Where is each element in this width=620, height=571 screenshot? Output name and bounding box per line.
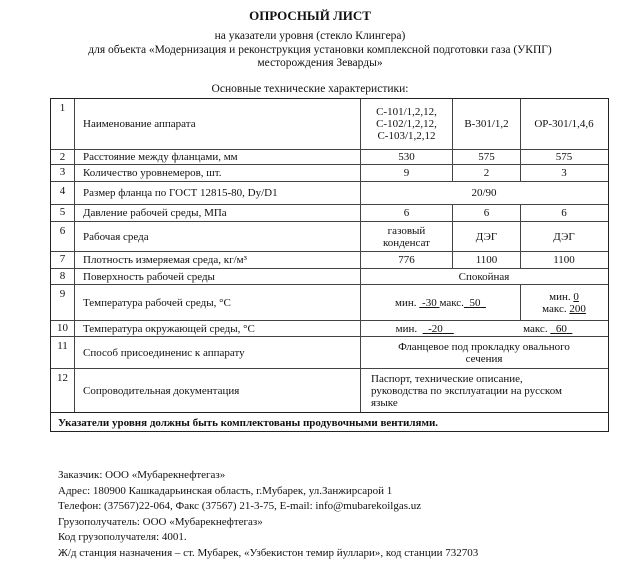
object-line-2: месторождения Зеварды» bbox=[257, 57, 383, 69]
row-name: Давление рабочей среды, МПа bbox=[75, 205, 361, 221]
table-note: Указатели уровня должны быть комплектованы продувочными вентилями. bbox=[50, 412, 609, 432]
value-col-3: ДЭГ bbox=[553, 230, 575, 243]
row-number: 10 bbox=[51, 321, 75, 336]
consignee-line: Грузополучатель: ООО «Мубарекнефтегаз» bbox=[58, 515, 263, 528]
row-number: 8 bbox=[51, 269, 75, 284]
amb-max-value: 60 bbox=[555, 322, 567, 335]
value-col-1: 776 bbox=[361, 252, 453, 268]
row-number: 6 bbox=[51, 222, 75, 251]
address-line: Адрес: 180900 Кашкадарьинская область, г.Мубарек, ул.Занжирсарой 1 bbox=[58, 484, 393, 497]
merged-value: 20/90 bbox=[471, 187, 497, 199]
table-row bbox=[51, 149, 608, 164]
row-name: Температура окружающей среды, °С bbox=[75, 321, 361, 336]
table-row bbox=[51, 164, 608, 181]
amb-max-label: макс. bbox=[523, 322, 548, 335]
value-col-2: ДЭГ bbox=[453, 222, 521, 251]
value-col-1: 530 bbox=[361, 150, 453, 164]
section-heading: Основные технические характеристики: bbox=[211, 83, 409, 95]
row-name: Плотность измеряемая среда, кг/м³ bbox=[75, 252, 361, 268]
value-col-3: 6 bbox=[561, 207, 567, 219]
row-number: 5 bbox=[51, 205, 75, 221]
row-name: Поверхность рабочей среды bbox=[75, 269, 361, 284]
amb-min-value: -20 bbox=[428, 322, 443, 335]
row-number: 7 bbox=[51, 252, 75, 268]
value-col-2: 575 bbox=[453, 150, 521, 164]
phone-line: Телефон: (37567)22-064, Факс (37567) 21-3-75, E-mail: info@mubarekoilgas.uz bbox=[58, 500, 422, 512]
table-row bbox=[51, 251, 608, 268]
customer-line: Заказчик: ООО «Мубарекнефтегаз» bbox=[58, 469, 226, 481]
table-row bbox=[51, 284, 608, 320]
table-row bbox=[51, 268, 608, 284]
value-col-3: 3 bbox=[561, 167, 567, 179]
merged-value: Фланцевое под прокладку овального сечения bbox=[398, 340, 570, 365]
temp3-min-value: 0 bbox=[573, 290, 579, 303]
table-row bbox=[51, 181, 608, 204]
row-number: 12 bbox=[51, 369, 75, 413]
ambient-temp-range bbox=[361, 321, 607, 336]
object-description bbox=[40, 44, 600, 70]
value-col-2: 6 bbox=[453, 205, 521, 221]
value-col-1: С-101/1,2,12, С-102/1,2,12, С-103/1,2,12 bbox=[361, 99, 453, 149]
table-row bbox=[51, 221, 608, 251]
merged-value: Паспорт, технические описание, руководства по эксплуатации на русском языке bbox=[371, 373, 562, 409]
temp-min-value: -30 bbox=[422, 296, 437, 309]
amb-min-label: мин. bbox=[395, 322, 418, 335]
row-name: Наименование аппарата bbox=[75, 99, 361, 149]
contact-block bbox=[58, 468, 478, 561]
temp3-min-label: мин. bbox=[549, 290, 571, 303]
value-col-1: 6 bbox=[361, 205, 453, 221]
row-number: 1 bbox=[51, 99, 75, 149]
merged-value: Спокойная bbox=[458, 270, 510, 283]
table-row bbox=[51, 368, 608, 413]
temp-min-label: мин. bbox=[395, 296, 417, 309]
value-col-1: газовый конденсат bbox=[361, 222, 453, 251]
temp-max-value: 50 bbox=[469, 296, 481, 309]
table-row bbox=[51, 336, 608, 368]
row-number: 9 bbox=[51, 285, 75, 320]
temp3-max-value: 200 bbox=[569, 302, 586, 315]
temp-range-1 bbox=[361, 285, 521, 320]
row-number: 11 bbox=[51, 337, 75, 368]
value-col-2: В-301/1,2 bbox=[453, 99, 521, 149]
table-row bbox=[51, 320, 608, 336]
document-title: ОПРОСНЫЙ ЛИСТ bbox=[249, 8, 371, 23]
object-line-1: для объекта «Модернизация и реконструкция установки комплексной подготовки газа (УКПГ) bbox=[88, 44, 552, 56]
row-name: Размер фланца по ГОСТ 12815-80, Dy/D1 bbox=[75, 182, 361, 204]
consignee-code-line: Код грузополучателя: 4001. bbox=[58, 531, 187, 543]
temp-range-2 bbox=[521, 285, 607, 320]
document-subtitle: на указатели уровня (стекло Клингера) bbox=[214, 30, 406, 42]
value-col-3: 1100 bbox=[553, 254, 575, 266]
value-col-3: 575 bbox=[555, 151, 573, 163]
temp3-max-label: макс. bbox=[542, 302, 567, 315]
specs-table bbox=[50, 98, 609, 432]
row-number: 2 bbox=[51, 150, 75, 164]
temp-max-label: макс. bbox=[439, 296, 464, 309]
row-name: Количество уровнемеров, шт. bbox=[75, 165, 361, 181]
row-name: Сопроводительная документация bbox=[75, 369, 361, 413]
value-col-2: 2 bbox=[453, 165, 521, 181]
value-col-2: 1100 bbox=[453, 252, 521, 268]
table-row bbox=[51, 99, 608, 149]
row-number: 4 bbox=[51, 182, 75, 204]
table-row bbox=[51, 204, 608, 221]
value-col-1: 9 bbox=[361, 165, 453, 181]
value-col-3: ОР-301/1,4,6 bbox=[534, 118, 594, 130]
row-name: Расстояние между фланцами, мм bbox=[75, 150, 361, 164]
row-name: Рабочая среда bbox=[75, 222, 361, 251]
row-name: Температура рабочей среды, °С bbox=[75, 285, 361, 320]
row-name: Способ присоединенис к аппарату bbox=[75, 337, 361, 368]
station-line: Ж/д станция назначения – ст. Мубарек, «Узбекистон темир йуллари», код станции 732703 bbox=[58, 546, 479, 559]
row-number: 3 bbox=[51, 165, 75, 181]
